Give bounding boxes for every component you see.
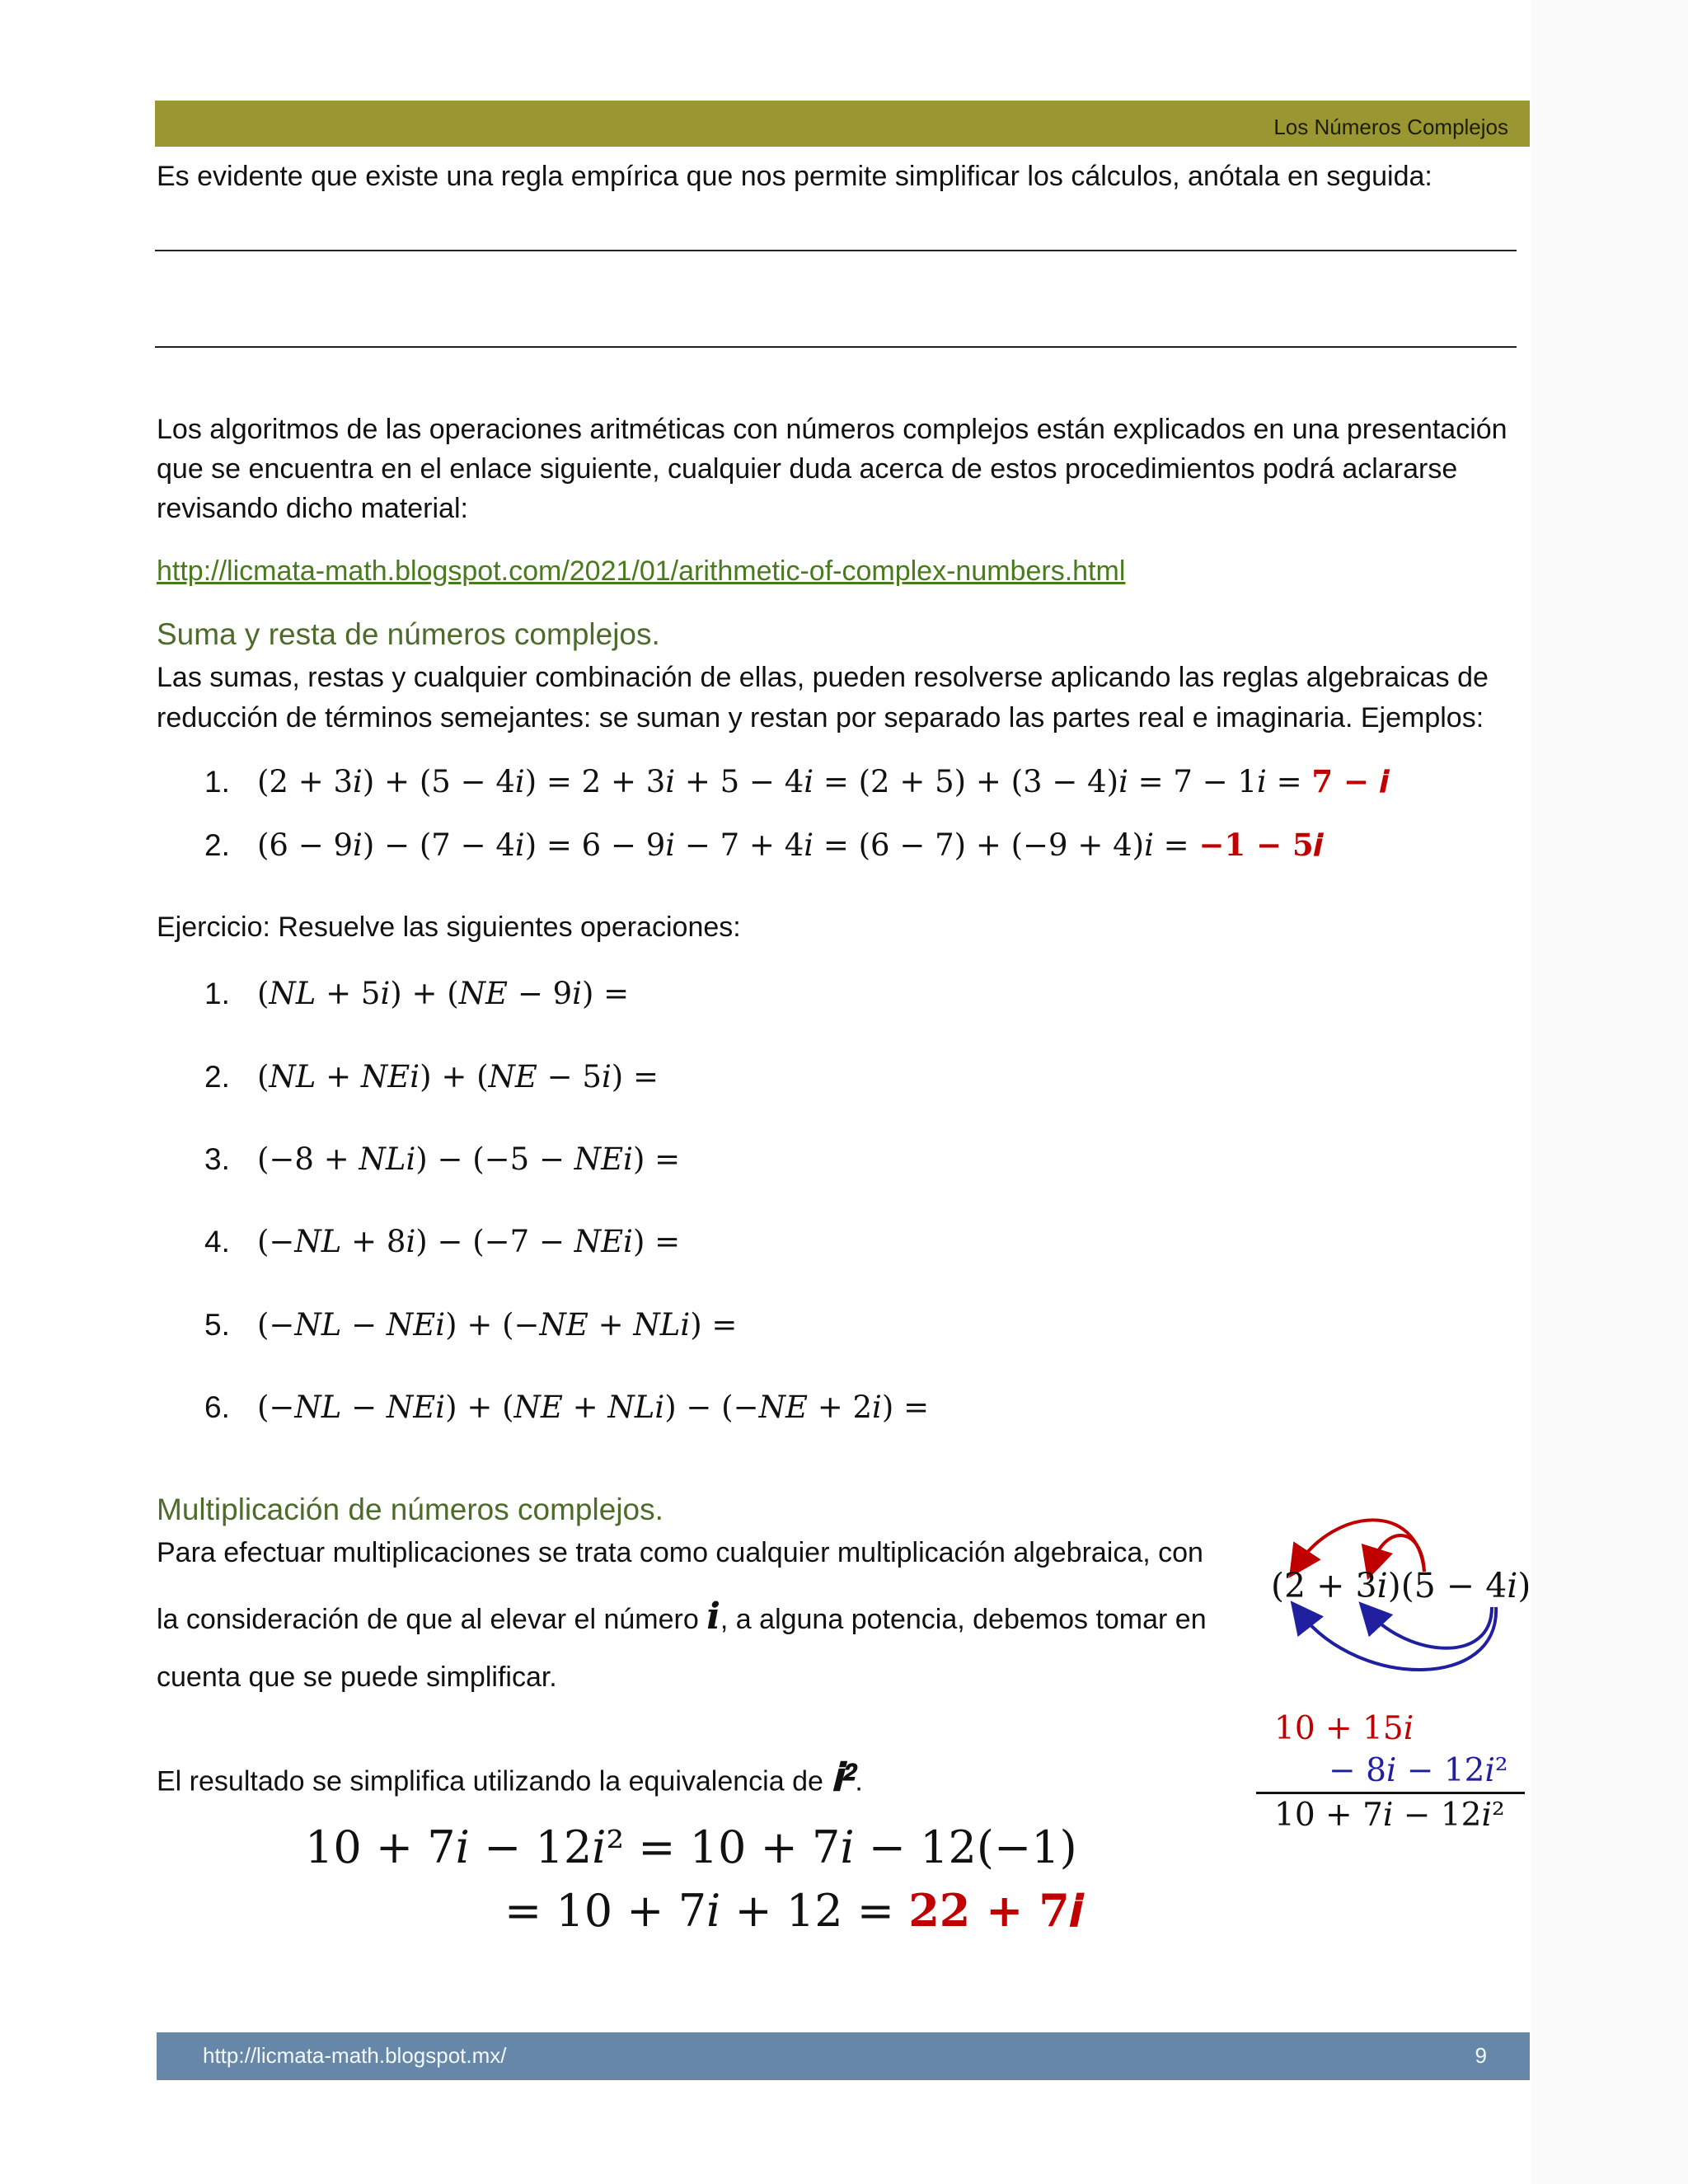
example-expression: (6 − 9𝑖) − (7 − 4𝑖) = 6 − 9𝑖 − 7 + 4𝑖 = (6 − 7) + (−9 + 4)𝑖 =: [257, 827, 1199, 863]
algorithms-text-1: Los algoritmos de las operaciones aritméticas con números complejos están explicados en una presentación: [157, 414, 1507, 445]
mult-text-2b: , a alguna potencia, debemos tomar en: [720, 1604, 1207, 1635]
exercise-number: 1.: [204, 977, 230, 1010]
exercise-4: [204, 1224, 680, 1259]
section-title-suma: Suma y resta de números complejos.: [157, 617, 660, 651]
arc-outer-red: [1298, 1520, 1424, 1572]
presentation-link[interactable]: http://licmata-math.blogspot.com/2021/01/arithmetic-of-complex-numbers.html: [157, 555, 1126, 587]
mult-text-1: Para efectuar multiplicaciones se trata como cualquier multiplicación algebraica, con: [157, 1537, 1203, 1568]
section-title-mult: Multiplicación de números complejos.: [157, 1493, 663, 1526]
example-result: −𝟏 − 𝟓𝒊: [1198, 827, 1323, 863]
exercise-number: 2.: [204, 1060, 230, 1094]
page-margin: [1531, 0, 1688, 2184]
big-equation-result: 𝟐𝟐 + 𝟕𝒊: [908, 1884, 1082, 1937]
answer-line-1: [155, 250, 1517, 251]
exercise-number: 6.: [204, 1390, 230, 1424]
i-symbol: 𝒊: [706, 1596, 720, 1638]
footer-bar: [157, 2032, 1530, 2080]
example-number: 2.: [204, 828, 230, 862]
answer-line-2: [155, 346, 1517, 348]
mult-text-2a: la consideración de que al elevar el número: [157, 1604, 707, 1635]
diagram-sum-rule: [1256, 1792, 1525, 1794]
exercise-expression: (−𝑁𝐿 + 8𝑖) − (−7 − 𝑁𝐸𝑖) =: [257, 1224, 681, 1259]
exercise-3: [204, 1141, 680, 1177]
suma-text-1: Las sumas, restas y cualquier combinación de ellas, pueden resolverse aplicando las reglas algebraicas de: [157, 662, 1489, 693]
exercise-expression: (−𝑁𝐿 − 𝑁𝐸𝑖) + (−𝑁𝐸 + 𝑁𝐿𝑖) =: [257, 1307, 738, 1343]
equiv-period: .: [855, 1765, 863, 1797]
equiv-text: [157, 1752, 863, 1802]
exercise-1: [204, 976, 629, 1011]
header-bar: [155, 101, 1530, 147]
big-equation-steps: = 10 + 7𝑖 + 12 =: [504, 1885, 909, 1937]
big-equation-line-2: [504, 1884, 1082, 1938]
diagram-line-2: − 8𝑖 − 12𝑖²: [1329, 1752, 1508, 1789]
exercise-number: 4.: [204, 1225, 230, 1258]
example-expression: (2 + 3𝑖) + (5 − 4𝑖) = 2 + 3𝑖 + 5 − 4𝑖 = (2 + 5) + (3 − 4)𝑖 = 7 − 1𝑖 =: [257, 764, 1312, 799]
exercise-2: [204, 1059, 659, 1094]
diagram-line-3: 10 + 7𝑖 − 12𝑖²: [1274, 1797, 1505, 1834]
exercise-expression: (−𝑁𝐿 − 𝑁𝐸𝑖) + (𝑁𝐸 + 𝑁𝐿𝑖) − (−𝑁𝐸 + 2𝑖) =: [257, 1390, 930, 1425]
header-title: Los Números Complejos: [1273, 115, 1508, 139]
rule-prompt: Es evidente que existe una regla empírica que nos permite simplificar los cálculos, anótala en seguida:: [157, 161, 1432, 192]
example-1: [204, 763, 1388, 800]
example-number: 1.: [204, 765, 230, 799]
arc-outer-blue: [1301, 1607, 1496, 1670]
diagram-product: (2 + 3𝑖)(5 − 4𝑖): [1271, 1566, 1531, 1605]
exercise-expression: (−8 + 𝑁𝐿𝑖) − (−5 − 𝑁𝐸𝑖) =: [257, 1141, 681, 1177]
exercise-5: [204, 1307, 737, 1343]
mult-text-3: cuenta que se puede simplificar.: [157, 1661, 557, 1693]
exercise-expression: (𝑁𝐿 + 5𝑖) + (𝑁𝐸 − 9𝑖) =: [257, 976, 630, 1011]
algorithms-text-3: revisando dicho material:: [157, 493, 468, 524]
example-2: [204, 827, 1322, 864]
i-squared-base: 𝐢: [831, 1754, 842, 1801]
exercise-number: 5.: [204, 1308, 230, 1342]
exercise-number: 3.: [204, 1142, 230, 1176]
big-equation-line-1: 10 + 7𝑖 − 12𝑖² = 10 + 7𝑖 − 12(−1): [305, 1821, 1077, 1873]
mult-text-2: [157, 1596, 1207, 1640]
i-squared-exponent: 𝟐: [842, 1759, 856, 1786]
exercise-6: [204, 1390, 929, 1425]
equiv-label: El resultado se simplifica utilizando la equivalencia de: [157, 1765, 832, 1797]
diagram-line-1: 10 + 15𝑖: [1274, 1710, 1414, 1747]
page-number: 9: [1475, 2043, 1487, 2068]
algorithms-text-2: que se encuentra en el enlace siguiente, cualquier duda acerca de estos procedimientos podrá aclararse: [157, 453, 1458, 485]
suma-text-2: reducción de términos semejantes: se suman y restan por separado las partes real e imaginaria. Ejemplos:: [157, 702, 1484, 733]
exercise-expression: (𝑁𝐿 + 𝑁𝐸𝑖) + (𝑁𝐸 − 5𝑖) =: [257, 1059, 659, 1094]
exercise-label: Ejercicio: Resuelve las siguientes operaciones:: [157, 912, 741, 943]
footer-url[interactable]: http://licmata-math.blogspot.mx/: [203, 2043, 507, 2068]
arc-inner-blue: [1370, 1607, 1492, 1648]
example-result: 𝟕 − 𝒊: [1311, 763, 1389, 799]
